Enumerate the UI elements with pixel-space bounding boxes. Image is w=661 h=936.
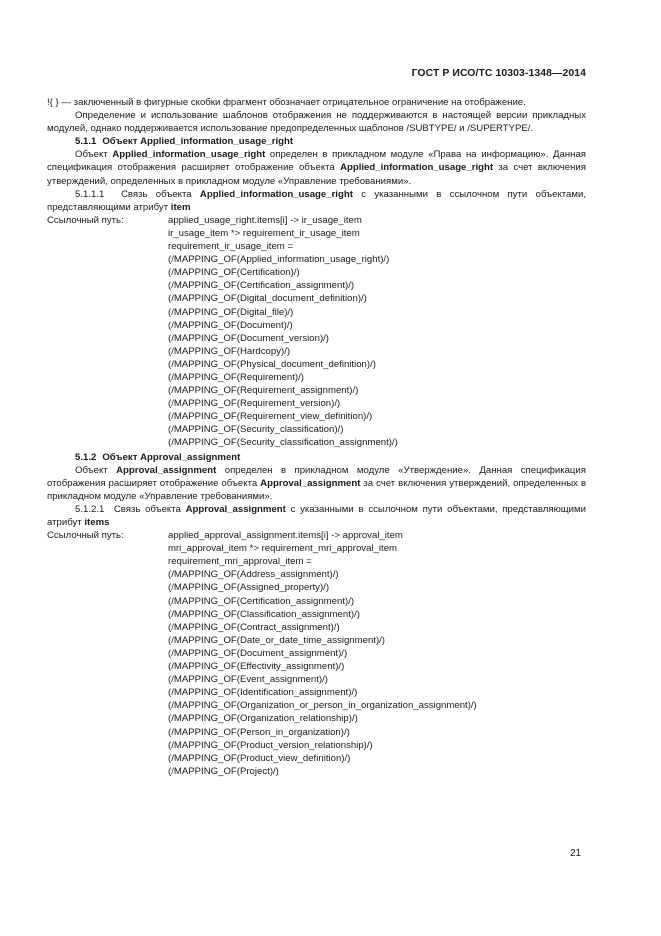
para-mid: определен в прикладном модуле «Права на информацию». Данная спецификация отображения расширяет отображение объекта <box>47 149 586 174</box>
reference-path-5-1-2-1 <box>47 529 586 778</box>
ref-line: (/MAPPING_OF(Organization_or_person_in_organization_assignment)/) <box>168 700 477 712</box>
ref-line: (/MAPPING_OF(Applied_information_usage_right)/) <box>168 254 390 266</box>
ref-line: requirement_mri_approval_item = <box>168 556 312 568</box>
reference-path-5-1-1-1 <box>47 214 586 450</box>
section-5-1-1-paragraph <box>47 148 586 187</box>
ref-line: (/MAPPING_OF(Requirement_view_definition)/) <box>168 411 373 423</box>
heading-5-1-1 <box>47 135 586 148</box>
ref-line: (/MAPPING_OF(Product_view_definition)/) <box>168 752 351 764</box>
subclause-entity: Applied_information_usage_right <box>199 188 353 200</box>
subclause-number: 5.1.2.1 <box>75 503 105 515</box>
subclause-mid: с указанными в ссылочном пути объектами, представляющими атрибут <box>47 188 586 213</box>
para-entity: Applied_information_usage_right <box>112 149 266 161</box>
ref-line: (/MAPPING_OF(Physical_document_definition)/) <box>168 358 376 370</box>
section-5-1-2-paragraph <box>47 464 586 503</box>
heading-number: 5.1.2 <box>75 451 97 463</box>
subclause-prefix: Связь объекта <box>113 503 181 515</box>
para-entity: Approval_assignment <box>116 464 217 476</box>
page-number: 21 <box>570 848 582 859</box>
ref-line: requirement_ir_usage_item = <box>168 241 294 253</box>
para-prefix: Объект <box>75 149 108 161</box>
para-entity-2: Applied_information_usage_right <box>340 162 494 174</box>
ref-line: (/MAPPING_OF(Effectivity_assignment)/) <box>168 661 345 673</box>
ref-line: (/MAPPING_OF(Certification_assignment)/) <box>168 280 355 292</box>
subclause-number: 5.1.1.1 <box>75 188 105 200</box>
ref-line: (/MAPPING_OF(Digital_document_definition)/) <box>168 293 367 305</box>
ref-line: (/MAPPING_OF(Digital_file)/) <box>168 306 294 318</box>
heading-entity: Applied_information_usage_right <box>140 136 294 148</box>
ref-line: mri_approval_item *> requirement_mri_approval_item <box>168 543 398 555</box>
ref-line: (/MAPPING_OF(Hardcopy)/) <box>168 345 291 357</box>
ref-line: (/MAPPING_OF(Certification_assignment)/) <box>168 595 355 607</box>
reference-path-label: Ссылочный путь: <box>47 214 124 226</box>
standard-header: ГОСТ Р ИСО/ТС 10303-1348—2014 <box>411 68 586 79</box>
ref-line: (/MAPPING_OF(Organization_relationship)/) <box>168 713 358 725</box>
subclause-5-1-1-1 <box>47 188 586 214</box>
reference-path-lines <box>168 529 586 778</box>
ref-line: applied_approval_assignment.items[i] -> approval_item <box>168 530 403 542</box>
page-content <box>47 96 586 778</box>
ref-line: (/MAPPING_OF(Date_or_date_time_assignment)/) <box>168 634 386 646</box>
ref-line: (/MAPPING_OF(Assigned_property)/) <box>168 582 330 594</box>
ref-line: (/MAPPING_OF(Classification_assignment)/) <box>168 608 360 620</box>
para-mid: определен в прикладном модуле «Утверждение». Данная спецификация отображения расширяет отображение объекта <box>47 464 586 489</box>
subclause-attribute: item <box>170 201 191 213</box>
ref-line: ir_usage_item *> requirement_ir_usage_item <box>168 227 360 239</box>
ref-line: (/MAPPING_OF(Requirement_version)/) <box>168 398 341 410</box>
ref-line: applied_usage_right.items[i] -> ir_usage_item <box>168 214 362 226</box>
para-entity-2: Approval_assignment <box>260 477 361 489</box>
heading-prefix: Объект <box>102 451 138 463</box>
ref-line: (/MAPPING_OF(Security_classification_assignment)/) <box>168 437 398 449</box>
subclause-attribute: items <box>84 517 110 528</box>
heading-entity: Approval_assignment <box>140 451 241 463</box>
ref-line: (/MAPPING_OF(Certification)/) <box>168 267 300 279</box>
heading-5-1-2 <box>47 451 586 464</box>
subclause-entity: Approval_assignment <box>185 503 286 515</box>
ref-line: (/MAPPING_OF(Event_assignment)/) <box>168 674 328 686</box>
heading-prefix: Объект <box>102 136 138 148</box>
subclause-5-1-2-1 <box>47 503 586 529</box>
ref-line: (/MAPPING_OF(Document_version)/) <box>168 332 329 344</box>
para-end: за счет включения утверждений, определенных в прикладном модуле «Управление требованиями». <box>47 477 586 502</box>
ref-line: (/MAPPING_OF(Contract_assignment)/) <box>168 621 340 633</box>
ref-line: (/MAPPING_OF(Security_classification)/) <box>168 424 344 436</box>
subclause-prefix: Связь объекта <box>120 188 192 200</box>
ref-line: (/MAPPING_OF(Requirement_assignment)/) <box>168 385 359 397</box>
heading-number: 5.1.1 <box>75 136 97 148</box>
templates-paragraph: Определение и использование шаблонов отображения не поддерживаются в настоящей версии прикладных модулей, однако поддерживается использование предопределенных шаблонов /SUBTYPE/ и /SUPERTYPE/. <box>47 110 586 135</box>
negation-note: !{ } — заключенный в фигурные скобки фрагмент обозначает отрицательное ограничение на отображение. <box>47 97 526 108</box>
ref-line: (/MAPPING_OF(Requirement)/) <box>168 371 304 383</box>
reference-path-lines <box>168 214 586 450</box>
ref-line: (/MAPPING_OF(Product_version_relationship)/) <box>168 739 373 751</box>
subclause-mid: с указанными в ссылочном пути объектами, представляющими атрибут <box>47 503 586 528</box>
ref-line: (/MAPPING_OF(Identification_assignment)/) <box>168 687 358 699</box>
para-end: за счет включения утверждений, определенных в прикладном модуле «Управление требованиями». <box>47 162 586 187</box>
para-prefix: Объект <box>75 464 108 476</box>
ref-line: (/MAPPING_OF(Person_in_organization)/) <box>168 726 350 738</box>
ref-line: (/MAPPING_OF(Document)/) <box>168 319 293 331</box>
reference-path-label: Ссылочный путь: <box>47 530 124 542</box>
ref-line: (/MAPPING_OF(Document_assignment)/) <box>168 647 348 659</box>
ref-line: (/MAPPING_OF(Address_assignment)/) <box>168 569 339 581</box>
ref-line: (/MAPPING_OF(Project)/) <box>168 765 279 777</box>
